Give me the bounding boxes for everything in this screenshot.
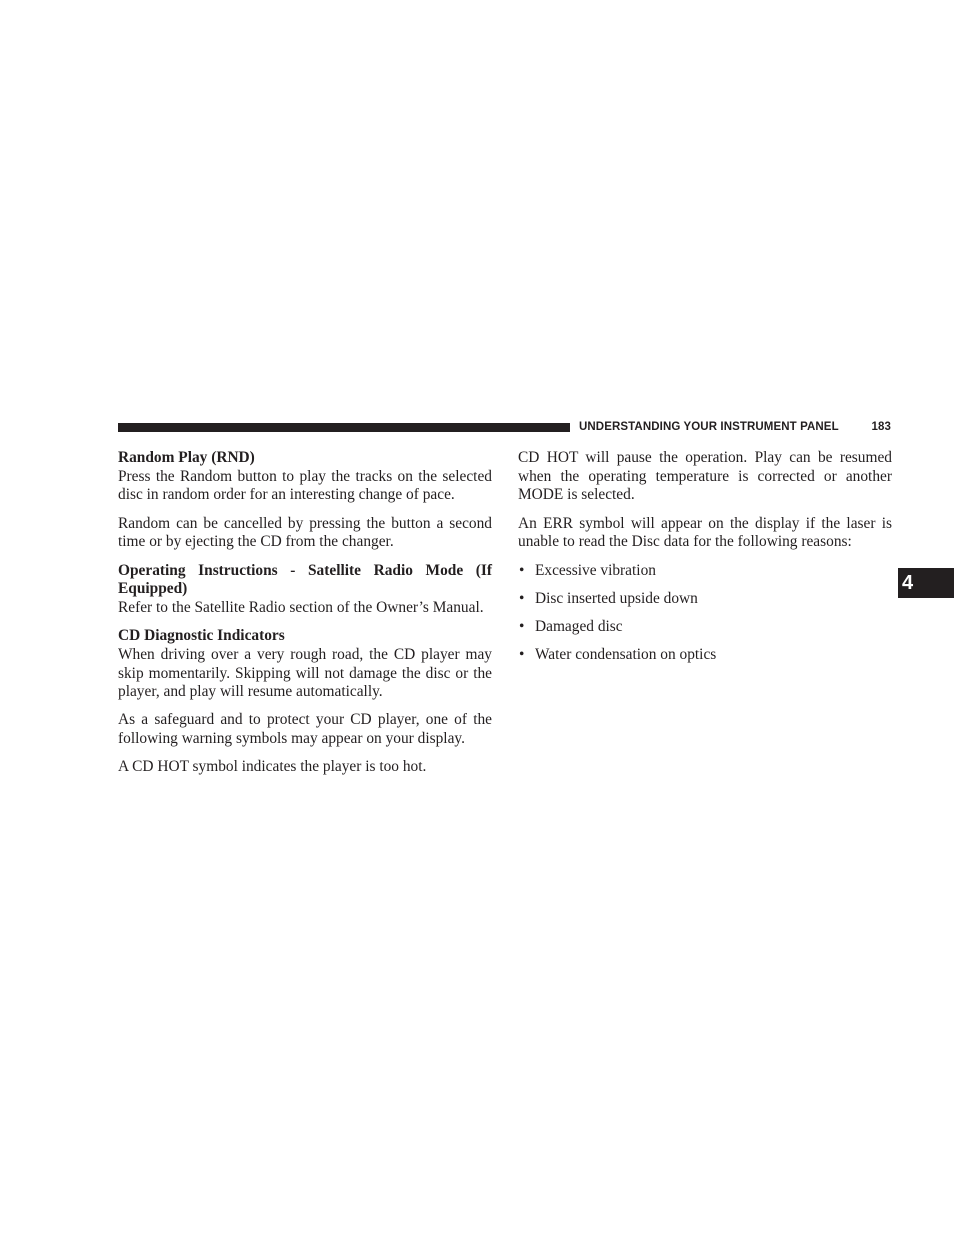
bullet-icon: •: [519, 589, 525, 607]
cd-diagnostic-paragraph-2: As a safeguard and to protect your CD player, one of the following warning symbols may appear on your display.: [118, 711, 492, 748]
list-item: [518, 590, 892, 609]
bullet-icon: •: [519, 645, 525, 663]
err-reasons-list: [518, 562, 892, 665]
random-play-heading: Random Play (RND): [118, 449, 255, 466]
bullet-icon: •: [519, 561, 525, 579]
cd-diagnostic-paragraph-1: When driving over a very rough road, the CD player may skip momentarily. Skipping will not damage the disc or the player, and play will resume automatically.: [118, 645, 492, 701]
list-item-text: Disc inserted upside down: [535, 589, 698, 607]
bullet-icon: •: [519, 617, 525, 635]
list-item: [518, 618, 892, 637]
section-title: UNDERSTANDING YOUR INSTRUMENT PANEL: [579, 421, 839, 433]
page-number: 183: [871, 421, 891, 433]
header-rule: [118, 423, 570, 432]
err-symbol-paragraph: An ERR symbol will appear on the display if the laser is unable to read the Disc data for the following reasons:: [518, 514, 892, 551]
list-item-text: Water condensation on optics: [535, 645, 717, 663]
running-head: [579, 420, 891, 435]
right-column: [518, 449, 892, 674]
satellite-heading: Operating Instructions - Satellite Radio Mode (If Equipped): [118, 561, 492, 598]
random-play-paragraph-1: Press the Random button to play the tracks on the selected disc in random order for an interesting change of pace.: [118, 467, 492, 504]
random-play-paragraph-2: Random can be cancelled by pressing the button a second time or by ejecting the CD from the changer.: [118, 514, 492, 551]
chapter-number: 4: [902, 572, 914, 594]
cd-hot-paragraph: CD HOT will pause the operation. Play can be resumed when the operating temperature is corrected or another MODE is selected.: [518, 449, 892, 504]
chapter-tab: [898, 568, 954, 598]
left-column: [118, 449, 492, 787]
cd-diagnostic-heading: CD Diagnostic Indicators: [118, 627, 285, 645]
list-item: [518, 562, 892, 581]
list-item: [518, 646, 892, 665]
list-item-text: Damaged disc: [535, 617, 623, 635]
satellite-paragraph: Refer to the Satellite Radio section of the Owner’s Manual.: [118, 598, 484, 616]
cd-diagnostic-paragraph-3: A CD HOT symbol indicates the player is too hot.: [118, 758, 427, 776]
list-item-text: Excessive vibration: [535, 561, 656, 579]
